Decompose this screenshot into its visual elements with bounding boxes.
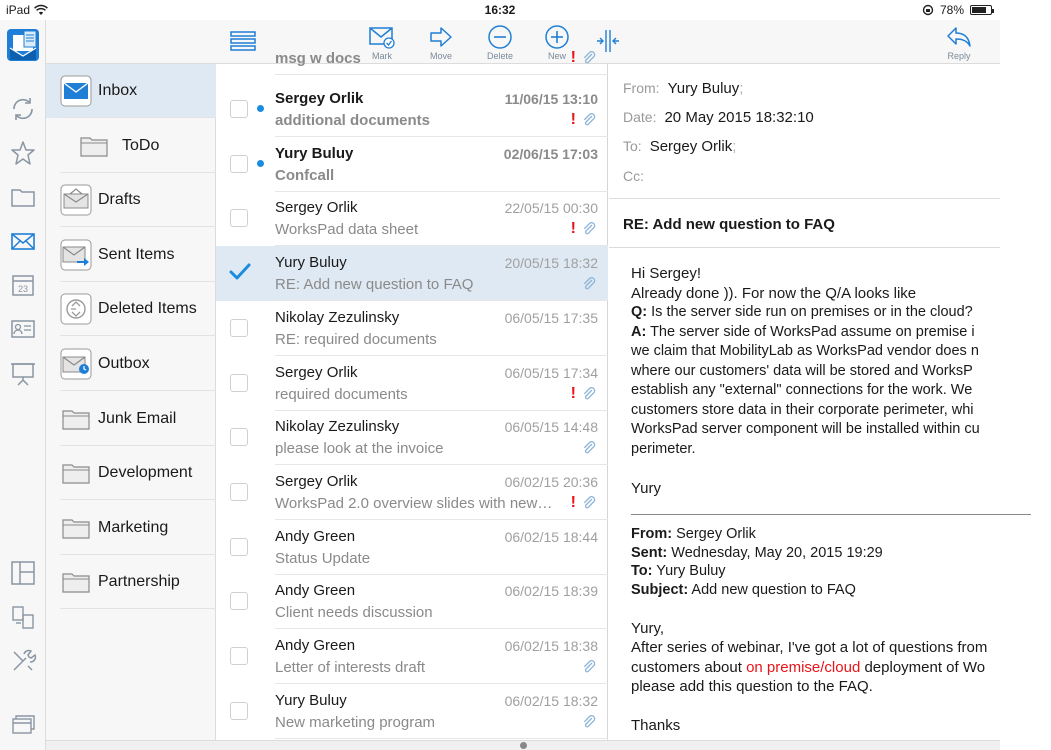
device-name: iPad [6,3,31,17]
folder-item[interactable] [46,337,216,391]
message-row[interactable] [216,410,608,465]
body-greeting: Hi Sergey! [631,265,702,282]
folder-label: Deleted Items [98,300,197,318]
folder-item[interactable] [46,173,216,227]
folder-label: ToDo [122,136,160,154]
folder-label: Sent Items [98,245,175,263]
message-row[interactable] [216,301,608,356]
folder-item[interactable] [46,228,216,282]
message-date: 06/02/15 18:32 [504,692,598,709]
message-date: 06/05/15 17:35 [504,309,598,326]
contacts-icon[interactable] [6,312,40,346]
message-checkbox[interactable] [230,647,248,665]
message-date: 06/05/15 17:34 [504,364,598,381]
cc-label: Cc: [623,168,644,184]
message-row[interactable] [216,82,608,137]
message-date: 06/02/15 18:39 [504,583,598,600]
folder-item[interactable] [46,555,216,609]
message-sender: Yury Buluy [275,691,347,709]
message-checkbox[interactable] [230,538,248,556]
message-date: 11/06/15 13:10 [504,91,598,107]
message-date: 06/02/15 18:44 [504,528,598,545]
folder-item[interactable] [46,446,216,500]
quoted-line: After series of webinar, I've got a lot of questions from [631,639,988,656]
move-label: Move [429,51,452,61]
reply-label: Reply [947,51,971,61]
from-value[interactable]: Yury Buluy ; [668,80,744,97]
message-checkbox[interactable] [230,155,248,173]
settings-tools-icon[interactable] [6,644,40,678]
folder-icon [78,130,110,162]
outbox-icon [60,348,92,380]
layout-panels-icon[interactable] [6,556,40,590]
drafts-icon [60,184,92,216]
folder-label: Marketing [98,518,169,536]
message-sender: Sergey Orlik [275,472,358,490]
important-flag-icon: ! [570,493,576,511]
attachment-paperclip-icon [582,113,596,127]
email-body [631,264,1051,736]
folder-item[interactable] [46,64,216,118]
folder-label: Inbox [98,82,138,99]
message-row[interactable] [216,684,608,739]
windows-stack-icon[interactable] [6,706,40,740]
quoted-sent: Sent: Wednesday, May 20, 2015 19:29 [631,544,883,561]
message-subject: New marketing program [275,713,436,731]
quoted-subject: Subject: Add new question to FAQ [631,581,856,598]
message-subject: msg w docs [275,50,361,67]
message-checkbox[interactable] [230,428,248,446]
message-checkbox[interactable] [230,100,248,118]
sent-icon [60,239,92,271]
body-line: Already done )). For now the Q/A looks like [631,284,917,302]
battery-fill [972,7,986,13]
mail-icon[interactable] [6,224,40,258]
reply-arrow-icon [946,24,972,50]
message-subject: additional documents [275,112,431,129]
message-subject: WorksPad data sheet [275,221,419,239]
clock: 16:32 [484,3,516,17]
quoted-line: customers about on premise/cloud deployment of Wo [631,658,986,676]
body-answer-line: customers store data in their corporate perimeter, whi [631,401,974,418]
body-answer-line: perimeter. [631,440,696,457]
body-answer: A: The server side of WorksPad assume on premise i [631,323,975,340]
message-subject: Client needs discussion [275,604,433,622]
message-sender: Andy Green [275,582,356,600]
message-subject: RE: Add new question to FAQ [275,276,474,294]
message-sender: Yury Buluy [275,144,354,162]
attachment-paperclip-icon [582,441,596,455]
to-label: To: [623,138,642,154]
quoted-from: From: Sergey Orlik [631,526,756,542]
trash-icon [60,293,92,325]
reading-pane [609,64,1000,740]
quoted-to: To: Yury Buluy [631,563,726,579]
message-date: 22/05/15 00:30 [504,200,598,217]
folder-label: Drafts [98,191,141,209]
message-row[interactable] [216,629,608,684]
message-row[interactable] [216,246,608,301]
page-indicator-bar [46,740,1000,750]
folder-icon [60,403,92,435]
folder-label: Development [98,464,193,482]
message-subject: Confcall [275,166,335,184]
selected-checkmark-icon[interactable] [228,260,252,284]
unread-dot-icon [257,160,264,167]
new-label: New [547,51,566,61]
page-indicator-dot[interactable] [520,742,527,749]
message-date: 02/06/15 17:03 [503,145,598,162]
message-checkbox[interactable] [230,319,248,337]
message-sender: Nikolay Zezulinsky [275,418,400,436]
folder-icon [60,457,92,489]
message-subject: RE: required documents [275,330,437,348]
folder-item[interactable] [46,392,216,446]
unread-dot-icon [257,105,264,112]
app-nav-rail [0,20,46,750]
body-signature: Yury [631,479,662,497]
message-subject: please look at the invoice [275,440,444,458]
message-date: 06/05/15 14:48 [504,419,598,436]
quoted-line: please add this question to the FAQ. [631,678,873,695]
body-answer-line: WorksPad server component will be installed within cu [631,421,980,437]
highlighted-text: on premise/cloud [746,658,861,676]
message-sender: Andy Green [275,637,356,654]
presentation-icon[interactable] [6,356,40,390]
message-subject: required documents [275,385,408,403]
email-subject: RE: Add new question to FAQ [623,216,835,233]
message-sender: Sergey Orlik [275,363,358,381]
message-date: 06/02/15 20:36 [504,473,598,490]
message-checkbox[interactable] [230,592,248,610]
status-bar [0,0,1000,20]
important-flag-icon: ! [570,220,576,238]
date-label: Date: [623,109,657,125]
important-flag-icon: ! [570,111,576,128]
header-to [623,138,736,155]
folder-label: Outbox [98,355,150,372]
rotation-lock-icon [922,4,934,16]
header-from [623,80,743,97]
message-row[interactable] [216,520,608,575]
battery-icon [970,5,992,15]
body-answer-line: establish any "external" connections for the work. We [631,382,973,398]
from-label: From: [623,80,660,96]
message-date: 06/02/15 18:38 [504,638,598,654]
attachment-paperclip-icon [582,660,596,674]
folder-list [46,64,216,750]
message-sender: Sergey Orlik [275,90,364,107]
app-logo-icon[interactable] [4,26,42,64]
message-sender: Nikolay Zezulinsky [275,308,400,326]
quoted-greeting: Yury, [631,619,665,637]
body-answer-line: where our customers' data will be stored and WorksP [631,362,973,379]
mark-label: Mark [372,51,392,61]
attachment-paperclip-icon [582,496,596,510]
quoted-thanks: Thanks [631,717,681,734]
important-flag-icon: ! [570,384,576,402]
quote-divider [631,514,1031,515]
reply-button[interactable] [937,24,981,61]
message-row[interactable] [216,137,608,192]
subject-bar [609,198,1000,248]
message-sender: Andy Green [275,527,356,545]
attachment-paperclip-icon [582,277,596,291]
folder-icon [60,566,92,598]
message-row-partial[interactable] [216,20,608,75]
attachment-paperclip-icon [582,387,596,401]
inbox-icon [60,75,92,107]
to-value[interactable]: Sergey Orlik ; [650,138,737,155]
message-subject: WorksPad 2.0 overview slides with new… [275,494,553,512]
message-sender: Yury Buluy [275,254,347,272]
body-question: Q: Is the server side run on premises or in the cloud? [631,304,973,320]
header-date [623,109,814,126]
message-checkbox[interactable] [230,702,248,720]
important-flag-icon: ! [570,49,576,66]
message-checkbox[interactable] [230,209,248,227]
attachment-paperclip-icon [582,715,596,729]
header-cc [623,168,644,184]
delete-label: Delete [486,51,513,61]
body-answer-line: we claim that MobilityLab as WorksPad vendor does n [631,343,979,359]
message-checkbox[interactable] [230,483,248,501]
message-row[interactable] [216,465,608,520]
folder-item[interactable] [46,119,216,173]
message-subject: Letter of interests draft [275,659,426,676]
svg-text:23: 23 [17,284,29,294]
attachment-paperclip-icon [582,51,596,65]
devices-icon[interactable] [6,600,40,634]
folder-icon [60,512,92,544]
sync-icon[interactable] [6,92,40,126]
message-sender: Sergey Orlik [275,199,358,217]
message-subject: Status Update [275,549,371,567]
calendar-icon[interactable] [6,268,40,302]
favorites-star-icon[interactable] [6,136,40,170]
date-value: 20 May 2015 18:32:10 [664,109,814,126]
folder-label: Partnership [98,573,180,591]
message-date: 20/05/15 18:32 [504,255,598,272]
folder-label: Junk Email [98,409,177,427]
folder-item[interactable] [46,501,216,555]
attachment-paperclip-icon [582,222,596,236]
message-row[interactable] [216,356,608,411]
files-folder-icon[interactable] [6,180,40,214]
message-row[interactable] [216,574,608,629]
folder-item[interactable] [46,282,216,336]
message-checkbox[interactable] [230,374,248,392]
message-row[interactable] [216,191,608,246]
battery-percent: 78% [939,3,964,17]
